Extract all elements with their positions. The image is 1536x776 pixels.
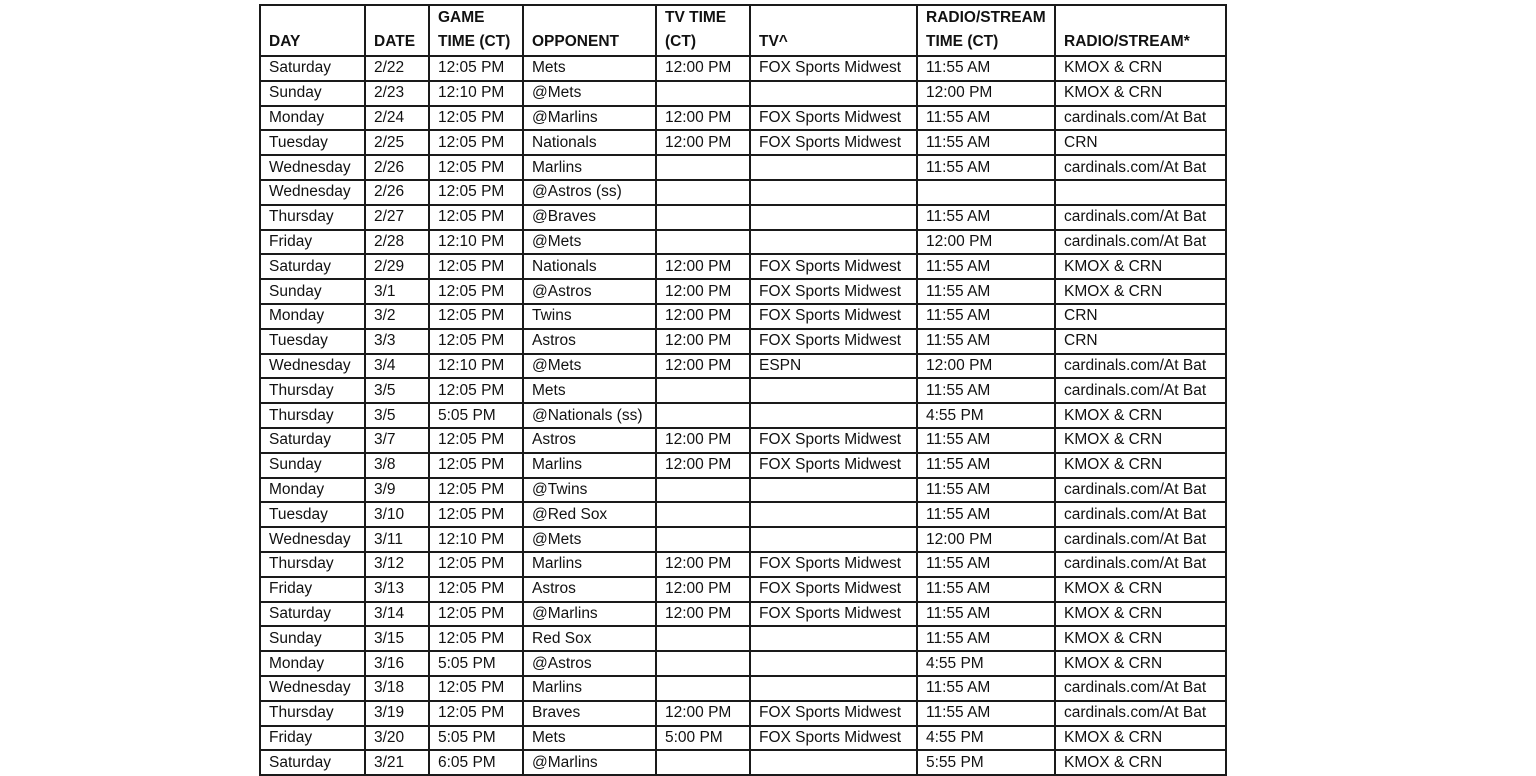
cell-tv-time: 12:00 PM [656,304,750,329]
cell-radio-stream-time: 11:55 AM [917,279,1055,304]
cell-tv-time [656,502,750,527]
cell-day: Saturday [260,602,365,627]
cell-date: 3/20 [365,726,429,751]
cell-game-time: 12:05 PM [429,577,523,602]
cell-day: Monday [260,106,365,131]
cell-opponent: @Astros (ss) [523,180,656,205]
cell-radio-stream-time: 4:55 PM [917,403,1055,428]
table-row [260,626,1226,651]
cell-day: Wednesday [260,155,365,180]
cell-game-time: 12:05 PM [429,626,523,651]
cell-opponent: @Marlins [523,106,656,131]
cell-opponent: @Braves [523,205,656,230]
cell-radio-stream: KMOX & CRN [1055,453,1226,478]
cell-day: Thursday [260,378,365,403]
cell-game-time: 12:10 PM [429,81,523,106]
cell-tv-time [656,527,750,552]
cell-opponent: @Astros [523,651,656,676]
cell-opponent: Mets [523,56,656,81]
cell-game-time: 12:05 PM [429,180,523,205]
table-row [260,230,1226,255]
cell-radio-stream: KMOX & CRN [1055,577,1226,602]
cell-tv: ESPN [750,354,917,379]
cell-radio-stream-time: 12:00 PM [917,527,1055,552]
cell-game-time: 12:05 PM [429,428,523,453]
cell-tv: FOX Sports Midwest [750,701,917,726]
header-row [260,5,1226,56]
cell-radio-stream-time: 11:55 AM [917,552,1055,577]
table-row [260,602,1226,627]
cell-game-time: 12:05 PM [429,552,523,577]
cell-tv-time: 5:00 PM [656,726,750,751]
cell-game-time: 12:05 PM [429,453,523,478]
cell-date: 3/2 [365,304,429,329]
cell-date: 2/24 [365,106,429,131]
table-header [260,5,1226,56]
cell-radio-stream: KMOX & CRN [1055,403,1226,428]
cell-radio-stream: cardinals.com/At Bat [1055,354,1226,379]
table-row [260,254,1226,279]
cell-tv-time [656,230,750,255]
cell-game-time: 5:05 PM [429,403,523,428]
header-opponent: OPPONENT [523,5,656,56]
cell-opponent: Mets [523,378,656,403]
cell-tv-time: 12:00 PM [656,354,750,379]
cell-opponent: Astros [523,428,656,453]
cell-game-time: 12:10 PM [429,527,523,552]
cell-radio-stream: cardinals.com/At Bat [1055,106,1226,131]
cell-radio-stream-time: 11:55 AM [917,502,1055,527]
cell-tv-time: 12:00 PM [656,106,750,131]
cell-date: 3/7 [365,428,429,453]
header-tv: TV^ [750,5,917,56]
cell-radio-stream: KMOX & CRN [1055,56,1226,81]
cell-tv [750,378,917,403]
cell-game-time: 12:05 PM [429,329,523,354]
cell-day: Wednesday [260,527,365,552]
header-game-time: GAME TIME (CT) [429,5,523,56]
cell-tv [750,651,917,676]
cell-tv [750,155,917,180]
cell-game-time: 12:10 PM [429,230,523,255]
cell-date: 3/19 [365,701,429,726]
table-row [260,577,1226,602]
cell-tv-time [656,81,750,106]
cell-tv-time: 12:00 PM [656,279,750,304]
cell-radio-stream: KMOX & CRN [1055,726,1226,751]
cell-radio-stream: KMOX & CRN [1055,81,1226,106]
cell-game-time: 12:05 PM [429,304,523,329]
cell-opponent: Braves [523,701,656,726]
cell-tv [750,81,917,106]
cell-opponent: Twins [523,304,656,329]
cell-opponent: @Mets [523,230,656,255]
cell-day: Sunday [260,626,365,651]
cell-radio-stream-time: 11:55 AM [917,577,1055,602]
cell-date: 2/23 [365,81,429,106]
cell-day: Thursday [260,552,365,577]
cell-tv [750,676,917,701]
cell-tv: FOX Sports Midwest [750,726,917,751]
header-date: DATE [365,5,429,56]
table-row [260,651,1226,676]
table-body [260,56,1226,775]
cell-radio-stream-time: 11:55 AM [917,478,1055,503]
cell-opponent: Astros [523,329,656,354]
cell-date: 3/18 [365,676,429,701]
cell-tv [750,403,917,428]
cell-tv-time [656,180,750,205]
cell-tv-time: 12:00 PM [656,602,750,627]
cell-tv-time: 12:00 PM [656,130,750,155]
table-row [260,155,1226,180]
cell-radio-stream-time: 11:55 AM [917,106,1055,131]
cell-date: 3/12 [365,552,429,577]
cell-tv: FOX Sports Midwest [750,254,917,279]
cell-opponent: Astros [523,577,656,602]
table-row [260,279,1226,304]
schedule-table [259,4,1227,776]
cell-tv-time: 12:00 PM [656,552,750,577]
cell-radio-stream: cardinals.com/At Bat [1055,205,1226,230]
cell-tv [750,180,917,205]
cell-tv-time: 12:00 PM [656,329,750,354]
cell-radio-stream-time: 11:55 AM [917,453,1055,478]
cell-day: Tuesday [260,329,365,354]
cell-date: 3/3 [365,329,429,354]
cell-tv: FOX Sports Midwest [750,428,917,453]
cell-date: 2/28 [365,230,429,255]
cell-radio-stream-time: 4:55 PM [917,651,1055,676]
cell-radio-stream-time: 11:55 AM [917,130,1055,155]
cell-opponent: @Marlins [523,750,656,775]
table-row [260,750,1226,775]
table-row [260,428,1226,453]
cell-day: Sunday [260,279,365,304]
cell-date: 3/14 [365,602,429,627]
cell-radio-stream: cardinals.com/At Bat [1055,378,1226,403]
cell-tv: FOX Sports Midwest [750,304,917,329]
cell-day: Sunday [260,453,365,478]
table-row [260,726,1226,751]
cell-tv-time [656,403,750,428]
cell-radio-stream: KMOX & CRN [1055,428,1226,453]
cell-day: Thursday [260,701,365,726]
table-row [260,180,1226,205]
cell-day: Saturday [260,56,365,81]
cell-opponent: Nationals [523,130,656,155]
cell-radio-stream: KMOX & CRN [1055,602,1226,627]
cell-tv: FOX Sports Midwest [750,552,917,577]
table-row [260,453,1226,478]
cell-tv [750,527,917,552]
cell-tv [750,230,917,255]
cell-radio-stream: cardinals.com/At Bat [1055,552,1226,577]
header-radio-stream-time: RADIO/STREAM TIME (CT) [917,5,1055,56]
cell-radio-stream: KMOX & CRN [1055,750,1226,775]
cell-day: Wednesday [260,676,365,701]
cell-day: Tuesday [260,130,365,155]
cell-tv: FOX Sports Midwest [750,453,917,478]
cell-game-time: 12:05 PM [429,676,523,701]
cell-opponent: @Astros [523,279,656,304]
table-row [260,56,1226,81]
cell-date: 3/13 [365,577,429,602]
cell-day: Saturday [260,428,365,453]
cell-day: Sunday [260,81,365,106]
cell-radio-stream: cardinals.com/At Bat [1055,502,1226,527]
cell-tv-time [656,205,750,230]
cell-tv: FOX Sports Midwest [750,130,917,155]
header-tv-time: TV TIME (CT) [656,5,750,56]
cell-radio-stream-time: 12:00 PM [917,81,1055,106]
cell-radio-stream-time: 11:55 AM [917,254,1055,279]
cell-game-time: 12:05 PM [429,602,523,627]
cell-date: 3/10 [365,502,429,527]
cell-game-time: 12:05 PM [429,155,523,180]
cell-game-time: 6:05 PM [429,750,523,775]
cell-tv: FOX Sports Midwest [750,279,917,304]
cell-tv-time [656,651,750,676]
cell-opponent: Marlins [523,155,656,180]
table-row [260,205,1226,230]
cell-tv-time [656,155,750,180]
cell-game-time: 12:05 PM [429,254,523,279]
cell-date: 2/26 [365,155,429,180]
cell-game-time: 12:05 PM [429,56,523,81]
cell-game-time: 12:05 PM [429,701,523,726]
cell-radio-stream: cardinals.com/At Bat [1055,701,1226,726]
table-row [260,81,1226,106]
cell-date: 3/21 [365,750,429,775]
table-row [260,106,1226,131]
cell-opponent: @Marlins [523,602,656,627]
cell-tv [750,626,917,651]
cell-game-time: 12:05 PM [429,130,523,155]
table-row [260,478,1226,503]
cell-opponent: @Nationals (ss) [523,403,656,428]
cell-tv-time: 12:00 PM [656,56,750,81]
cell-opponent: Nationals [523,254,656,279]
cell-radio-stream: cardinals.com/At Bat [1055,230,1226,255]
cell-radio-stream-time: 5:55 PM [917,750,1055,775]
cell-day: Monday [260,478,365,503]
cell-radio-stream-time: 11:55 AM [917,378,1055,403]
cell-opponent: @Mets [523,354,656,379]
cell-tv: FOX Sports Midwest [750,106,917,131]
cell-date: 2/27 [365,205,429,230]
cell-radio-stream: CRN [1055,130,1226,155]
cell-radio-stream: KMOX & CRN [1055,651,1226,676]
cell-day: Saturday [260,254,365,279]
cell-game-time: 12:05 PM [429,378,523,403]
header-radio-stream: RADIO/STREAM* [1055,5,1226,56]
cell-tv-time [656,626,750,651]
cell-radio-stream-time [917,180,1055,205]
cell-day: Friday [260,577,365,602]
cell-radio-stream-time: 11:55 AM [917,602,1055,627]
cell-tv-time [656,676,750,701]
cell-date: 2/22 [365,56,429,81]
cell-tv-time: 12:00 PM [656,254,750,279]
table-row [260,552,1226,577]
cell-opponent: @Mets [523,527,656,552]
cell-game-time: 12:10 PM [429,354,523,379]
cell-radio-stream: cardinals.com/At Bat [1055,527,1226,552]
cell-tv [750,750,917,775]
cell-date: 3/15 [365,626,429,651]
cell-day: Wednesday [260,354,365,379]
cell-date: 3/9 [365,478,429,503]
cell-radio-stream: KMOX & CRN [1055,254,1226,279]
cell-tv [750,205,917,230]
cell-radio-stream-time: 11:55 AM [917,56,1055,81]
cell-day: Saturday [260,750,365,775]
cell-radio-stream-time: 11:55 AM [917,676,1055,701]
cell-opponent: Red Sox [523,626,656,651]
table-row [260,304,1226,329]
cell-date: 3/4 [365,354,429,379]
table-row [260,701,1226,726]
cell-tv-time: 12:00 PM [656,577,750,602]
table-row [260,527,1226,552]
table-row [260,502,1226,527]
cell-opponent: Marlins [523,552,656,577]
cell-radio-stream-time: 11:55 AM [917,626,1055,651]
schedule-document [259,4,1227,776]
cell-game-time: 12:05 PM [429,205,523,230]
cell-tv-time [656,378,750,403]
cell-tv: FOX Sports Midwest [750,602,917,627]
cell-radio-stream-time: 11:55 AM [917,155,1055,180]
table-row [260,329,1226,354]
cell-date: 2/29 [365,254,429,279]
cell-radio-stream-time: 11:55 AM [917,428,1055,453]
cell-radio-stream-time: 12:00 PM [917,230,1055,255]
cell-tv: FOX Sports Midwest [750,56,917,81]
cell-radio-stream-time: 11:55 AM [917,205,1055,230]
table-row [260,378,1226,403]
cell-day: Friday [260,230,365,255]
cell-radio-stream-time: 11:55 AM [917,304,1055,329]
cell-opponent: Mets [523,726,656,751]
cell-day: Wednesday [260,180,365,205]
cell-opponent: Marlins [523,453,656,478]
cell-date: 3/5 [365,403,429,428]
cell-tv-time: 12:00 PM [656,428,750,453]
cell-radio-stream-time: 4:55 PM [917,726,1055,751]
cell-radio-stream: CRN [1055,304,1226,329]
cell-day: Tuesday [260,502,365,527]
cell-tv-time: 12:00 PM [656,453,750,478]
table-row [260,403,1226,428]
cell-game-time: 12:05 PM [429,106,523,131]
cell-day: Monday [260,304,365,329]
cell-radio-stream-time: 11:55 AM [917,701,1055,726]
cell-opponent: @Mets [523,81,656,106]
cell-tv [750,502,917,527]
cell-date: 3/11 [365,527,429,552]
cell-date: 2/25 [365,130,429,155]
cell-radio-stream [1055,180,1226,205]
cell-game-time: 5:05 PM [429,726,523,751]
cell-date: 3/16 [365,651,429,676]
cell-radio-stream: cardinals.com/At Bat [1055,478,1226,503]
cell-day: Thursday [260,403,365,428]
cell-game-time: 12:05 PM [429,279,523,304]
cell-tv: FOX Sports Midwest [750,577,917,602]
cell-radio-stream-time: 11:55 AM [917,329,1055,354]
cell-radio-stream: KMOX & CRN [1055,279,1226,304]
cell-radio-stream: CRN [1055,329,1226,354]
cell-day: Thursday [260,205,365,230]
cell-date: 3/5 [365,378,429,403]
cell-radio-stream: KMOX & CRN [1055,626,1226,651]
cell-date: 3/1 [365,279,429,304]
cell-game-time: 12:05 PM [429,478,523,503]
cell-date: 2/26 [365,180,429,205]
table-row [260,130,1226,155]
cell-date: 3/8 [365,453,429,478]
cell-radio-stream: cardinals.com/At Bat [1055,155,1226,180]
cell-tv-time: 12:00 PM [656,701,750,726]
table-row [260,354,1226,379]
cell-game-time: 5:05 PM [429,651,523,676]
cell-tv-time [656,750,750,775]
cell-game-time: 12:05 PM [429,502,523,527]
cell-opponent: @Red Sox [523,502,656,527]
cell-tv-time [656,478,750,503]
header-day: DAY [260,5,365,56]
cell-radio-stream-time: 12:00 PM [917,354,1055,379]
cell-radio-stream: cardinals.com/At Bat [1055,676,1226,701]
cell-day: Friday [260,726,365,751]
cell-tv: FOX Sports Midwest [750,329,917,354]
table-row [260,676,1226,701]
cell-day: Monday [260,651,365,676]
cell-tv [750,478,917,503]
cell-opponent: Marlins [523,676,656,701]
cell-opponent: @Twins [523,478,656,503]
